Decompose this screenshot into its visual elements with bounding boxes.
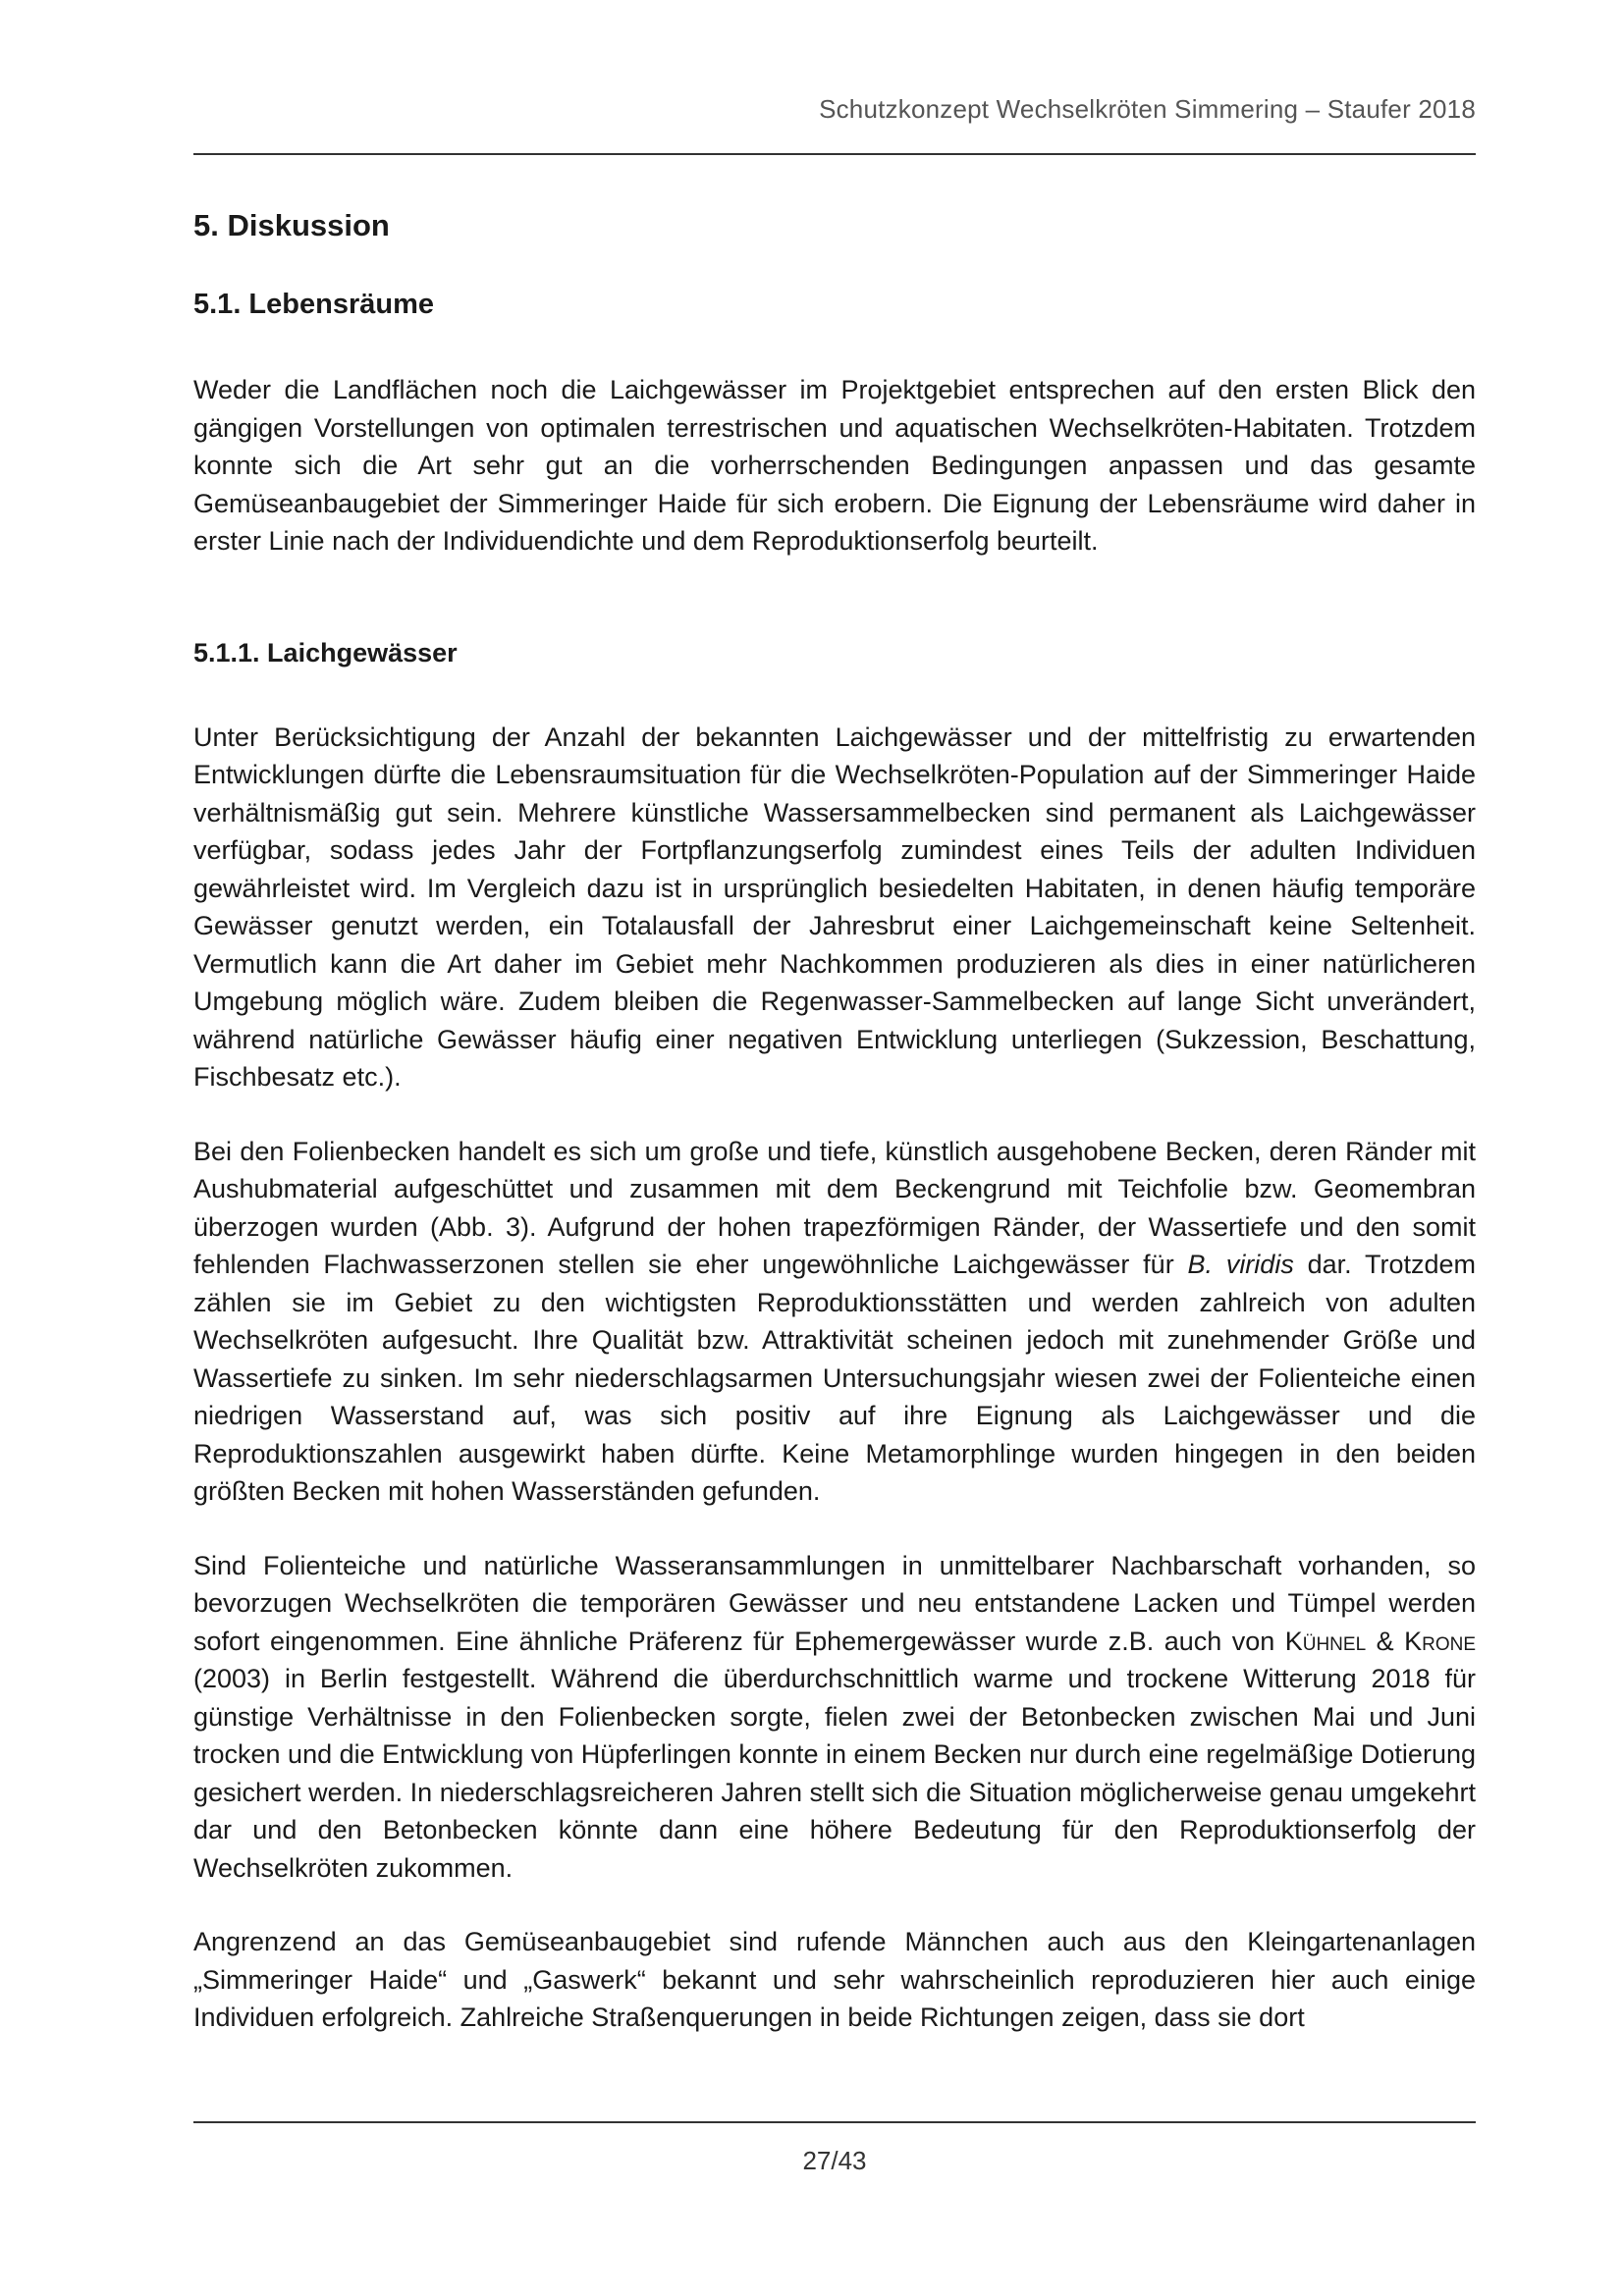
paragraph-2-text-b: dar. Trotzdem zählen sie im Gebiet zu den wichtigsten Reproduktionsstätten und werden zahlreich von adulten Wechselkröten aufgesucht. Ihre Qualität bzw. Attraktivität scheinen jedoch mit zunehmender Größe und Wassertiefe zu sinken. Im sehr niederschlagsarmen Untersuchungsjahr wiesen zwei der Folienteiche einen niedrigen Wasserstand auf, was sich positiv auf ihre Eignung als Laichgewässer und die Reproduktionszahlen ausgewirkt haben dürfte. Keine Metamorphlinge wurden hingegen in den beiden größten Becken mit hohen Wasserständen gefunden. [193, 1250, 1477, 1506]
footer-rule [193, 2121, 1476, 2123]
citation-author-2: Krone [1404, 1626, 1477, 1656]
paragraph-1: Unter Berücksichtigung der Anzahl der bekannten Laichgewässer und der mittelfristig zu erwartenden Entwicklungen dürfte die Lebensraumsituation für die Wechselkröten-Population auf der Simmeringer Haide verhältnismäßig gut sein. Mehrere künstliche Wassersammelbecken sind permanent als Laichgewässer verfügbar, sodass jedes Jahr der Fortpflanzungserfolg zumindest eines Teils der adulten Individuen gewährleistet wird. Im Vergleich dazu ist in ursprünglich besiedelten Habitaten, in denen häufig temporäre Gewässer genutzt werden, ein Totalausfall der Jahresbrut einer Laichgemeinschaft keine Seltenheit. Vermutlich kann die Art daher im Gebiet mehr Nachkommen produzieren als dies in einer natürlicheren Umgebung möglich wäre. Zudem bleiben die Regenwasser-Sammelbecken auf lange Sicht unverändert, während natürliche Gewässer häufig einer negativen Entwicklung unterliegen (Sukzession, Beschattung, Fischbesatz etc.). [193, 721, 1476, 1092]
subsubsection-heading: 5.1.1. Laichgewässer [193, 637, 458, 667]
running-header: Schutzkonzept Wechselkröten Simmering – Staufer 2018 [819, 94, 1476, 124]
citation-ampersand: & [1366, 1626, 1405, 1656]
paragraph-3-text-b: (2003) in Berlin festgestellt. Während die überdurchschnittlich warme und trockene Witterung 2018 für günstige Verhältnisse in den Folienbecken sorgte, fielen zwei der Betonbecken zwischen Mai und Juni trocken und die Entwicklung von Hüpferlingen konnte in einem Becken nur durch eine regelmäßige Dotierung gesichert werden. In niederschlagsreicheren Jahren stellt sich die Situation möglicherweise genau umgekehrt dar und den Betonbecken könnte dann eine höhere Bedeutung für den Reproduktionserfolg der Wechselkröten zukommen. [193, 1664, 1476, 1883]
species-name: B. viridis [1187, 1250, 1294, 1279]
page-body [193, 206, 1476, 2073]
paragraph-2 [193, 1133, 1476, 1511]
citation-author-1: Kühnel [1284, 1626, 1367, 1656]
paragraph-2-text-a: Bei den Folienbecken handelt es sich um große und tiefe, künstlich ausgehobene Becken, deren Ränder mit Aushubmaterial aufgeschüttet und zusammen mit dem Beckengrund mit Teichfolie bzw. Geomembran überzogen wurden (Abb. 3). Aufgrund der hohen trapezförmigen Ränder, der Wassertiefe und den somit fehlenden Flachwasserzonen stellen sie eher ungewöhnliche Laichgewässer für [193, 1136, 1476, 1279]
paragraph-3 [193, 1547, 1476, 1888]
section-heading: 5. Diskussion [193, 208, 390, 242]
header-rule [193, 153, 1476, 155]
subsection-heading: 5.1. Lebensräume [193, 289, 434, 320]
intro-paragraph: Weder die Landflächen noch die Laichgewässer im Projektgebiet entsprechen auf den ersten Blick den gängigen Vorstellungen von optimalen terrestrischen und aquatischen Wechselkröten-Habitaten. Trotzdem konnte sich die Art sehr gut an die vorherrschenden Bedingungen anpassen und das gesamte Gemüseanbaugebiet der Simmeringer Haide für sich erobern. Die Eignung der Lebensräume wird daher in erster Linie nach der Individuendichte und dem Reproduktionserfolg beurteilt. [193, 375, 1476, 556]
paragraph-4: Angrenzend an das Gemüseanbaugebiet sind rufende Männchen auch aus den Kleingartenanlagen „Simmeringer Haide“ und „Gaswerk“ bekannt und sehr wahrscheinlich reproduzieren hier auch einige Individuen erfolgreich. Zahlreiche Straßenquerungen in beide Richtungen zeigen, dass sie dort [193, 1927, 1476, 2032]
page-number: 27/43 [802, 2146, 867, 2175]
paragraph-3-text-a: Sind Folienteiche und natürliche Wasseransammlungen in unmittelbarer Nachbarschaft vorhanden, so bevorzugen Wechselkröten die temporären Gewässer und neu entstandene Lacken und Tümpel werden sofort eingenommen. Eine ähnliche Präferenz für Ephemergewässer wurde z.B. auch von [193, 1550, 1476, 1656]
